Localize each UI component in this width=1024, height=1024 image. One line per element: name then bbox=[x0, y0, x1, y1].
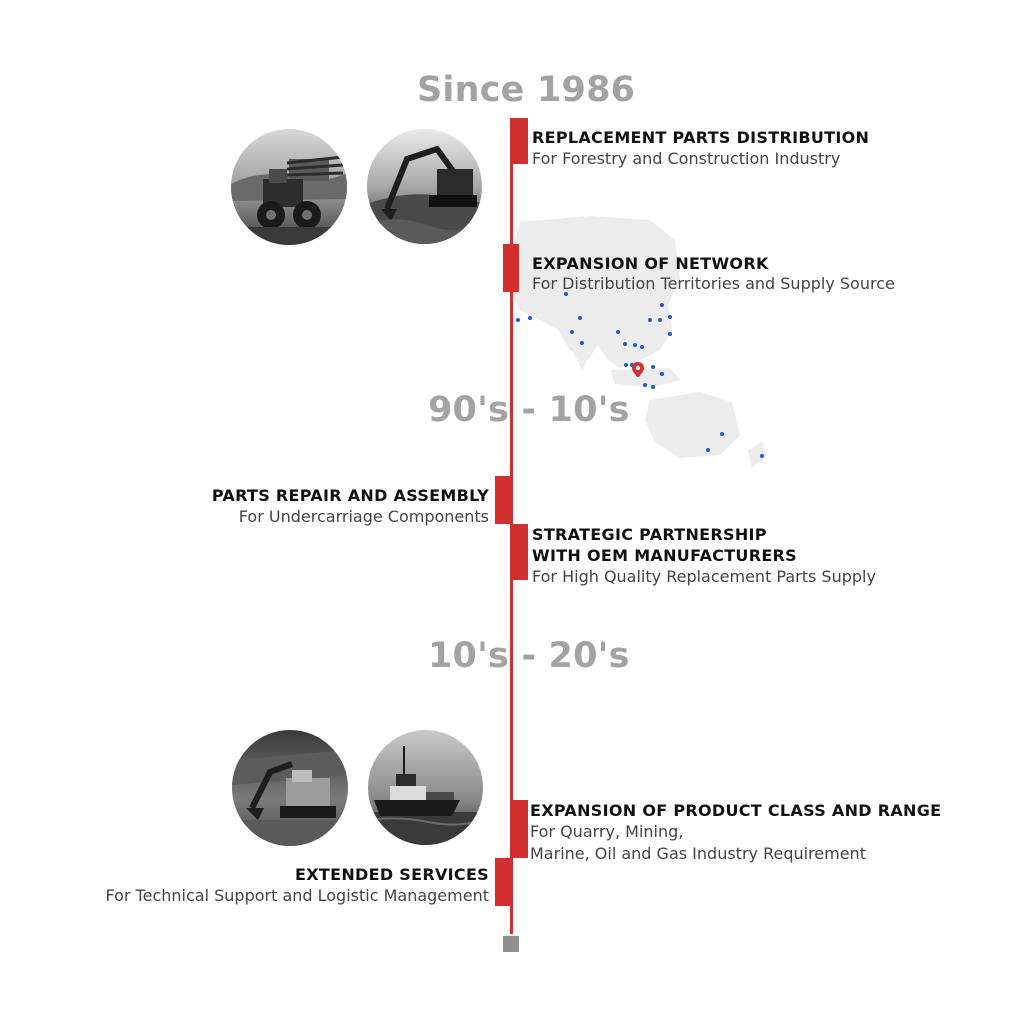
milestone-subtitle-product-class-line1: For Quarry, Mining, bbox=[530, 822, 684, 841]
marker-network bbox=[503, 244, 519, 292]
milestone-title-repair: PARTS REPAIR AND ASSEMBLY bbox=[211, 486, 489, 505]
era-since-1986: Since 1986 bbox=[417, 70, 636, 110]
excavator-photo bbox=[367, 129, 482, 244]
marker-partnership bbox=[512, 524, 528, 580]
marker-product-class bbox=[512, 800, 528, 858]
milestone-title-extended: EXTENDED SERVICES bbox=[295, 865, 489, 884]
milestone-subtitle-network: For Distribution Territories and Supply Source bbox=[532, 274, 895, 293]
tugboat-photo bbox=[368, 730, 483, 845]
era-10s-20s: 10's - 20's bbox=[428, 636, 630, 676]
forestry-loader-photo bbox=[231, 129, 347, 245]
map-svg bbox=[500, 210, 800, 480]
mining-excavator-photo bbox=[232, 730, 348, 846]
milestone-title-network: EXPANSION OF NETWORK bbox=[532, 254, 769, 273]
timeline-end-marker bbox=[503, 936, 519, 952]
map-landmass-india bbox=[570, 320, 595, 370]
milestone-title-partnership-line2: WITH OEM MANUFACTURERS bbox=[532, 546, 798, 565]
milestone-subtitle-replacement-parts: For Forestry and Construction Industry bbox=[532, 149, 841, 168]
era-90s-10s: 90's - 10's bbox=[428, 390, 630, 430]
marker-replacement-parts bbox=[512, 118, 528, 164]
milestone-subtitle-product-class-line2: Marine, Oil and Gas Industry Requirement bbox=[530, 844, 866, 863]
milestone-title-partnership-line1: STRATEGIC PARTNERSHIP bbox=[532, 525, 767, 544]
map-landmass-australia bbox=[645, 392, 740, 458]
milestone-title-replacement-parts: REPLACEMENT PARTS DISTRIBUTION bbox=[532, 128, 870, 147]
asia-pacific-map bbox=[500, 210, 800, 480]
milestone-subtitle-partnership: For High Quality Replacement Parts Supply bbox=[532, 567, 876, 586]
milestone-subtitle-repair: For Undercarriage Components bbox=[238, 507, 489, 526]
milestone-subtitle-extended: For Technical Support and Logistic Management bbox=[105, 886, 489, 905]
milestone-title-product-class: EXPANSION OF PRODUCT CLASS AND RANGE bbox=[530, 801, 942, 820]
marker-extended bbox=[495, 858, 511, 906]
marker-repair bbox=[495, 476, 511, 524]
